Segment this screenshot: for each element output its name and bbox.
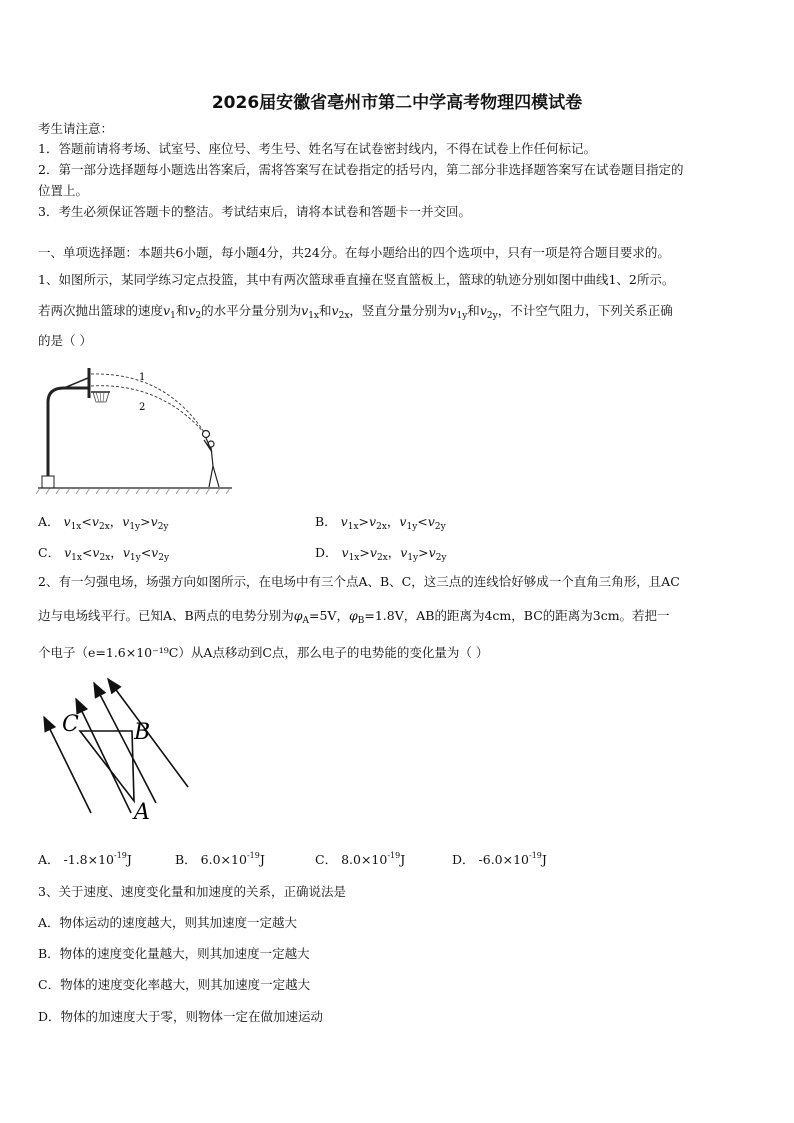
notice-item: 2．第一部分选择题每小题选出答案后，需将答案写在试卷指定的括号内，第二部分非选择题答案写在试卷题目指定的: [38, 162, 684, 177]
q3-option-d: D．物体的加速度大于零，则物体一定在做加速运动: [38, 1009, 324, 1024]
q1-stem-line1: 1、如图所示，某同学练习定点投篮，其中有两次篮球垂直撞在竖直篮板上，篮球的轨迹分别如图中曲线1、2所示。: [38, 272, 675, 287]
basketball-figure: [36, 360, 236, 495]
point-c-label: C: [62, 712, 79, 737]
q2-stem-line3: 个电子（e=1.6×10⁻¹⁹C）从A点移动到C点，那么电子的电势能的变化量为（ ）: [38, 645, 489, 660]
q1-option-b: B． $v_{1x}>v_{2x}$，$v_{1y}<v_{2y}$: [315, 514, 446, 532]
q2-option-a: A． $-1.8\times 10^{-19}J$: [38, 851, 132, 867]
q1-stem-line2: 若两次抛出篮球的速度$v_1$和$v_2$的水平分量分别为$v_{1x}$和$v_{2x}$，竖直分量分别为$v_{1y}$和$v_{2y}$，不计空气阻力，下列关系正确: [38, 303, 673, 321]
q1-option-d: D． $v_{1x}>v_{2x}$，$v_{1y}>v_{2y}$: [315, 545, 447, 563]
player-icon: [203, 431, 220, 488]
q1-option-a: A． $v_{1x}<v_{2x}$，$v_{1y}>v_{2y}$: [38, 514, 169, 532]
q3-option-c: C．物体的速度变化率越大，则其加速度一定越大: [38, 977, 311, 992]
point-a-label: A: [134, 800, 150, 825]
q1-option-c: C． $v_{1x}<v_{2x}$，$v_{1y}<v_{2y}$: [38, 545, 170, 563]
section-heading: 一、单项选择题：本题共6小题，每小题4分，共24分。在每小题给出的四个选项中，只有一项是符合题目要求的。: [38, 245, 670, 260]
q3-option-a: A．物体运动的速度越大，则其加速度一定越大: [38, 915, 298, 930]
curve-1-label: 1: [139, 372, 146, 383]
curve-2-label: 2: [139, 402, 146, 413]
q1-stem-line3: 的是（ ）: [38, 333, 92, 348]
q3-option-b: B．物体的速度变化量越大，则其加速度一定越大: [38, 946, 310, 961]
notice-item: 位置上。: [38, 183, 89, 198]
q2-option-d: D． $-6.0\times 10^{-19}J$: [452, 851, 547, 867]
q2-stem-line1: 2、有一匀强电场，场强方向如图所示，在电场中有三个点A、B、C，这三点的连线恰好够成一个直角三角形，且AC: [38, 574, 680, 589]
electric-field-figure: [36, 675, 196, 825]
page-title: 2026届安徽省亳州市第二中学高考物理四模试卷: [211, 93, 583, 113]
notice-item: 3．考生必须保证答题卡的整洁。考试结束后，请将本试卷和答题卡一并交回。: [38, 204, 471, 219]
q3-stem: 3、关于速度、速度变化量和加速度的关系，正确说法是: [38, 884, 346, 899]
q2-stem-line2: 边与电场线平行。已知A、B两点的电势分别为$\varphi_A=5V$，$\varphi_B=1.8V$，AB的距离为4cm，BC的距离为3cm。若把一: [38, 608, 670, 626]
q2-option-c: C． $8.0\times 10^{-19}J$: [315, 851, 406, 867]
notice-item: 1．答题前请将考场、试室号、座位号、考生号、姓名写在试卷密封线内，不得在试卷上作任何标记。: [38, 141, 596, 156]
notice-heading: 考生请注意：: [38, 121, 114, 136]
point-b-label: B: [134, 720, 151, 745]
q2-option-b: B． $6.0\times 10^{-19}J$: [175, 851, 265, 867]
